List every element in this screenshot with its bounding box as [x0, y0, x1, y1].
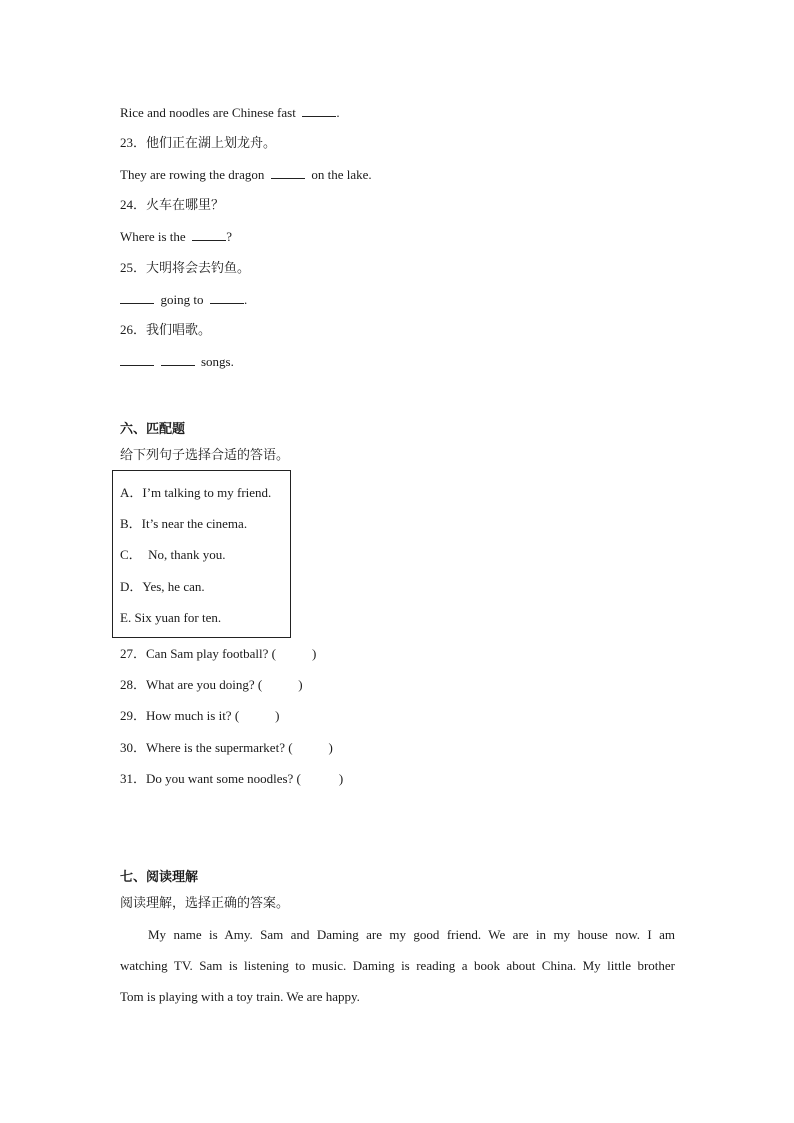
q25-text-a: going to — [160, 292, 204, 307]
q30-text: 30．Where is the supermarket? ( — [120, 740, 293, 755]
section6-instruction: 给下列句子选择合适的答语。 — [120, 447, 290, 462]
q22-english-line — [120, 104, 340, 121]
q25-text-b: . — [243, 292, 248, 307]
option-c: C． No, thank you. — [120, 547, 226, 562]
q24-english-line — [120, 228, 232, 245]
q26-english-line — [120, 353, 234, 370]
option-a: A．I’m talking to my friend. — [120, 485, 272, 500]
q24-blank[interactable] — [192, 228, 226, 241]
q31-line — [120, 771, 343, 787]
q30-close: ) — [328, 740, 333, 755]
q26-text: songs. — [201, 354, 234, 369]
q23-text-a: They are rowing the dragon — [120, 167, 265, 182]
q28-close: ) — [298, 677, 303, 692]
q25-blank-1[interactable] — [120, 291, 154, 304]
q27-text: 27．Can Sam play football? ( — [120, 646, 276, 661]
q27-close: ) — [311, 646, 317, 661]
option-b: B．It’s near the cinema. — [120, 516, 248, 531]
q24-chinese: 24．火车在哪里？ — [120, 197, 225, 212]
q28-text: 28．What are you doing? ( — [120, 677, 263, 692]
q29-text: 29．How much is it? ( — [120, 708, 240, 723]
q28-line — [120, 677, 303, 693]
q31-text: 31．Do you want some noodles? ( — [120, 771, 301, 786]
q29-line — [120, 708, 280, 724]
q23-text-b: on the lake. — [311, 167, 372, 182]
q22-end: . — [336, 105, 340, 120]
options-box — [112, 470, 291, 638]
section7-title: 七、阅读理解 — [120, 869, 199, 884]
q24-text-a: Where is the — [120, 229, 186, 244]
q26-chinese: 26．我们唱歌。 — [120, 322, 212, 337]
option-e: E. Six yuan for ten. — [120, 610, 222, 625]
option-d: D．Yes, he can. — [120, 579, 205, 594]
q23-blank[interactable] — [271, 166, 305, 179]
q22-blank[interactable] — [302, 104, 336, 117]
q30-line — [120, 740, 333, 756]
q22-text: Rice and noodles are Chinese fast — [120, 105, 296, 120]
section6-title: 六、匹配题 — [120, 421, 186, 436]
reading-para-line-2: watching TV. Sam is listening to music. Daming is reading a book about China. My little brother — [120, 958, 675, 973]
q25-chinese: 25．大明将会去钓鱼。 — [120, 260, 251, 275]
q23-chinese: 23．他们正在湖上划龙舟。 — [120, 135, 277, 150]
q26-blank-1[interactable] — [120, 353, 154, 366]
q29-close: ) — [275, 708, 280, 723]
q25-english-line — [120, 291, 247, 308]
q24-text-b: ? — [226, 229, 232, 244]
reading-para-line-1: My name is Amy. Sam and Daming are my good friend. We are in my house now. I am — [148, 927, 675, 942]
q31-close: ) — [338, 771, 344, 786]
q23-english-line — [120, 166, 372, 183]
q25-blank-2[interactable] — [210, 291, 244, 304]
q26-blank-2[interactable] — [161, 353, 195, 366]
section7-instruction: 阅读理解，选择正确的答案。 — [120, 895, 290, 910]
q27-line — [120, 646, 316, 662]
reading-para-line-3: Tom is playing with a toy train. We are happy. — [120, 989, 360, 1004]
